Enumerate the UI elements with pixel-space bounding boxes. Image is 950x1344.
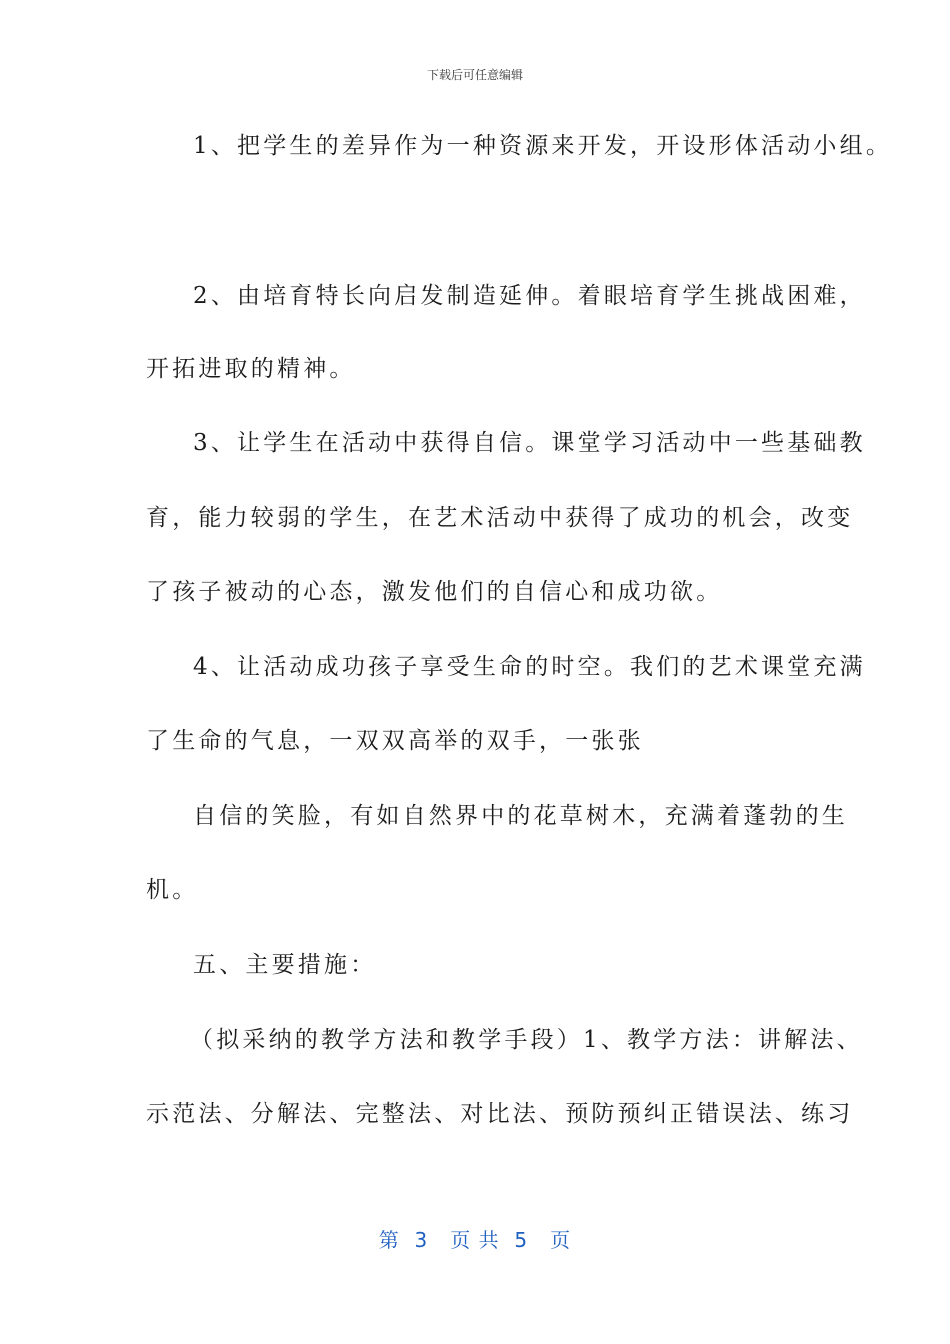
page-number-footer: 第 3 页 共 5 页 bbox=[378, 1228, 572, 1252]
paragraph-line-5: 育，能力较弱的学生，在艺术活动中获得了成功的机会，改变 bbox=[146, 505, 854, 531]
paragraph-line-12: （拟采纳的教学方法和教学手段）1、教学方法：讲解法、 bbox=[190, 1027, 863, 1053]
paragraph-line-3: 开拓进取的精神。 bbox=[146, 356, 356, 382]
paragraph-line-10: 机。 bbox=[146, 877, 199, 903]
paragraph-line-7: 4、让活动成功孩子享受生命的时空。我们的艺术课堂充满 bbox=[193, 654, 866, 680]
paragraph-line-2: 2、由培育特长向启发制造延伸。着眼培育学生挑战困难， bbox=[193, 283, 866, 309]
section-heading: 五、主要措施： bbox=[193, 952, 377, 978]
paragraph-line-13: 示范法、分解法、完整法、对比法、预防预纠正错误法、练习 bbox=[146, 1101, 854, 1127]
paragraph-line-1: 1、把学生的差异作为一种资源来开发，开设形体活动小组。 bbox=[193, 133, 893, 159]
paragraph-line-4: 3、让学生在活动中获得自信。课堂学习活动中一些基础教 bbox=[193, 430, 866, 456]
paragraph-line-8: 了生命的气息，一双双高举的双手，一张张 bbox=[146, 728, 644, 754]
page-header-note: 下载后可任意编辑 bbox=[426, 68, 523, 82]
paragraph-line-6: 了孩子被动的心态，激发他们的自信心和成功欲。 bbox=[146, 579, 723, 605]
paragraph-line-9: 自信的笑脸，有如自然界中的花草树木，充满着蓬勃的生 bbox=[193, 803, 848, 829]
